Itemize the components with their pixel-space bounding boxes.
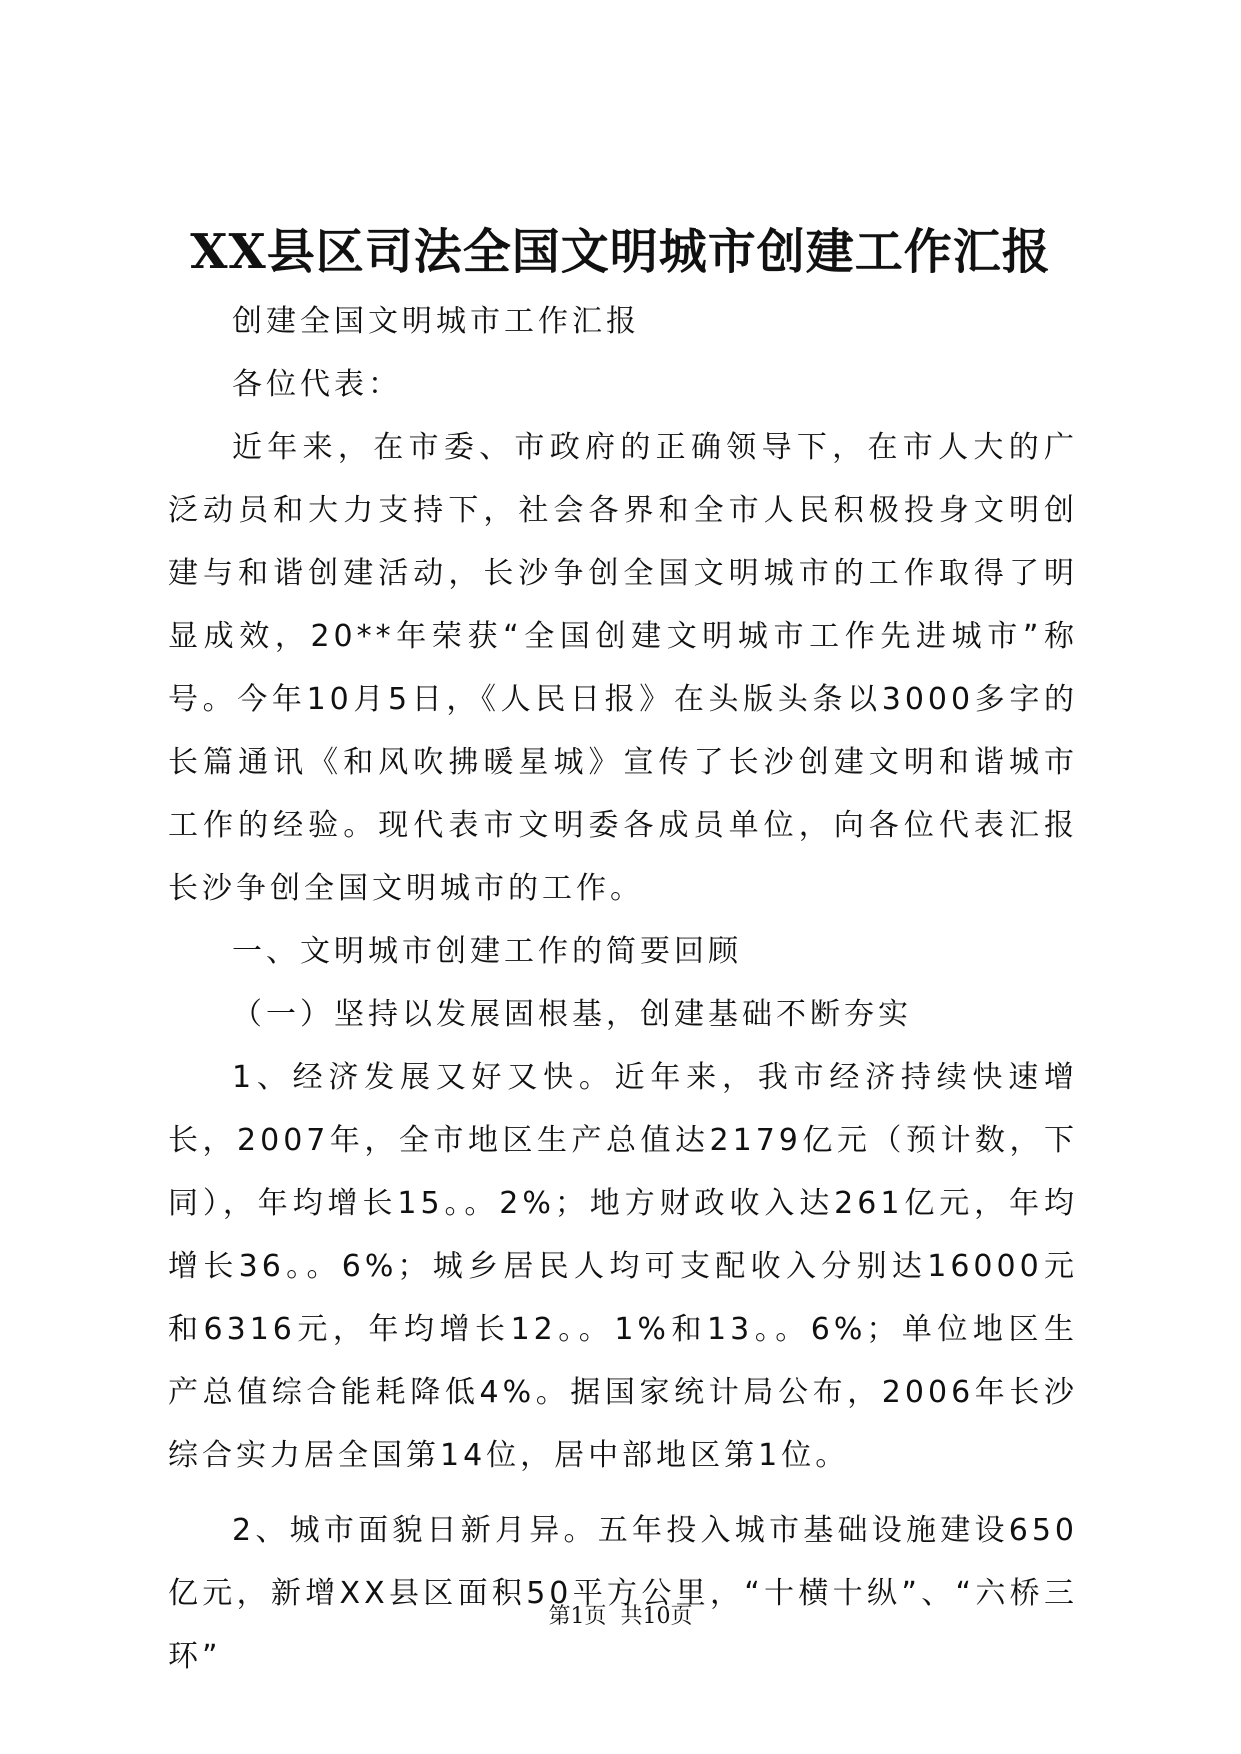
paragraph-subsection-heading: （一）坚持以发展固根基，创建基础不断夯实 (232, 997, 912, 1032)
paragraph-salutation: 各位代表： (232, 367, 402, 402)
paragraph-city-appearance: 2、城市面貌日新月异。五年投入城市基础设施建设650亿元，新增XX县区面积50平方公里，“十横十纵”、“六桥三环” (168, 1513, 1078, 1674)
document-title: XX县区司法全国文明城市创建工作汇报 (190, 224, 1051, 280)
page-footer (0, 1602, 1241, 1632)
document-body (168, 290, 1078, 1688)
paragraph-intro: 近年来，在市委、市政府的正确领导下，在市人大的广泛动员和大力支持下，社会各界和全市人民积极投身文明创建与和谐创建活动，长沙争创全国文明城市的工作取得了明显成效，20**年荣获“全国创建文明城市工作先进城市”称号。今年10月5日，《人民日报》在头版头条以3000多字的长篇通讯《和风吹拂暖星城》宣传了长沙创建文明和谐城市工作的经验。现代表市文明委各成员单位，向各位代表汇报长沙争创全国文明城市的工作。 (168, 430, 1078, 906)
paragraph-economy: 1、经济发展又好又快。近年来，我市经济持续快速增长，2007年，全市地区生产总值达2179亿元（预计数，下同），年均增长15。。2%；地方财政收入达261亿元，年均增长36。。6%；城乡居民人均可支配收入分别达16000元和6316元，年均增长12。。1%和13。。6%；单位地区生产总值综合能耗降低4%。据国家统计局公布，2006年长沙综合实力居全国第14位，居中部地区第1位。 (168, 1060, 1078, 1473)
paragraph-subtitle: 创建全国文明城市工作汇报 (232, 304, 640, 339)
paragraph-section-heading: 一、文明城市创建工作的简要回顾 (232, 934, 742, 969)
page-number: 第1页 (548, 1604, 607, 1629)
page-total: 共10页 (620, 1604, 693, 1629)
